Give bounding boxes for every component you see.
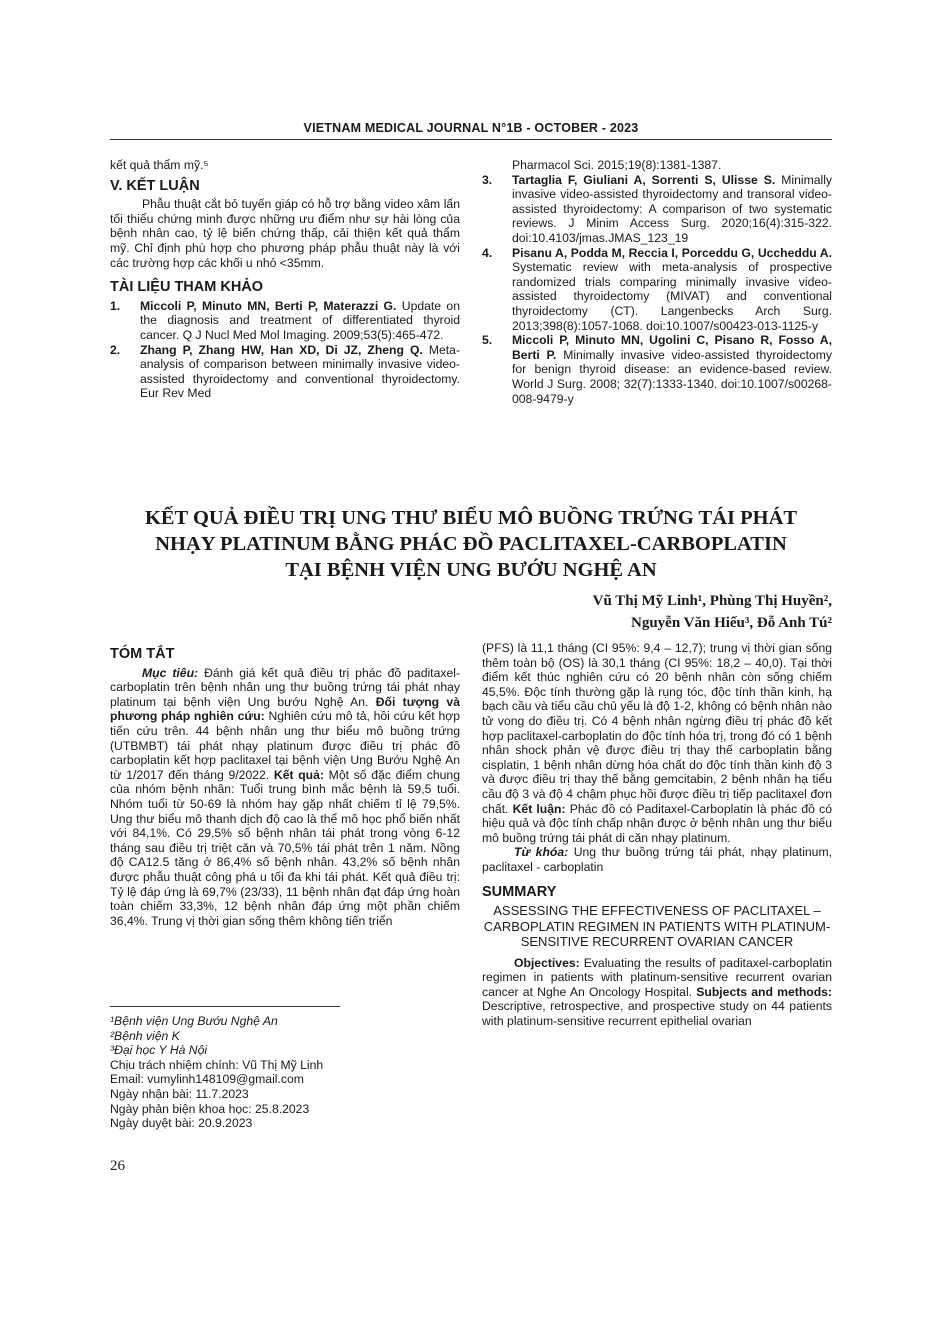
summary-heading: SUMMARY — [482, 883, 557, 900]
date-received: Ngày nhận bài: 11.7.2023 — [110, 1086, 249, 1101]
top-right-column — [482, 158, 832, 406]
results-continued: (PFS) là 11,1 tháng (CI 95%: 9,4 – 12,7); trung vị thời gian sống thêm toàn bộ (OS) là 30,1 tháng (CI 95%: 18,2 – 40,0). Tại thời điểm kết thúc nghiên cứu có 20 bệnh nhân còn sống chiếm 45,5%. Độc tính thường gặp là rụng tóc, độc tính thần kinh, hạ bạch cầu và tiểu cầu chủ yếu là độ 1-2, không có bệnh nhân nào tử vong do điều trị. Có 4 bệnh nhân ngừng điều trị phác đồ kết hợp paclitaxel-carboplatin do độc tính hóa trị, trong đó có 1 bệnh nhân shock phản vệ được điều trị thay thế carboplatin bằng cisplatin, 1 bệnh nhân dừng hóa chất do độc tính thần kinh độ 3 và được điều trị thay thế bằng gemcitabin, 2 bệnh nhân hạ tiểu cầu độ 3 và độ 4 chậm phục hồi được điều trị tiếp paclitaxel đơn chất. — [482, 641, 832, 816]
reference-authors: Miccoli P, Minuto MN, Berti P, Materazzi G. — [140, 298, 397, 313]
conclusion-heading: V. KẾT LUẬN — [110, 177, 200, 194]
reference-number: 5. — [482, 333, 493, 348]
reference-item — [482, 173, 832, 246]
reference-continuation: Pharmacol Sci. 2015;19(8):1381-1387. — [512, 158, 722, 172]
reference-number: 3. — [482, 172, 493, 187]
reference-authors: Tartaglia F, Giuliani A, Sorrenti S, Ulisse S. — [512, 172, 776, 187]
title-line: TẠI BỆNH VIỆN UNG BƯỚU NGHỆ AN — [285, 559, 657, 581]
reference-text: Update on the diagnosis and treatment of differentiated thyroid cancer. Q J Nucl Med Mol Imaging. 2009;53(5):465-472. — [140, 298, 460, 342]
header-rule — [110, 139, 832, 140]
references-heading: TÀI LIỆU THAM KHẢO — [110, 279, 264, 296]
references-list-continued — [482, 173, 832, 407]
reference-authors: Pisanu A, Podda M, Reccia I, Porceddu G, Uccheddu A. — [512, 245, 832, 260]
reference-text: Meta-analysis of comparison between minimally invasive video-assisted thyroidectomy and conventional thyroidectomy. Eur Rev Med — [140, 342, 461, 401]
summary-title: ASSESSING THE EFFECTIVENESS OF PACLITAXEL – CARBOPLATIN REGIMEN IN PATIENTS WITH PLATINUM-SENSITIVE RECURRENT OVARIAN CANCER — [483, 903, 831, 950]
results-label: Kết quả: — [273, 767, 324, 782]
lead-line: kết quả thẩm mỹ.⁵ — [110, 158, 209, 172]
abstract-heading: TÓM TẮT — [110, 646, 175, 662]
footnote-rule — [110, 1006, 340, 1007]
title-line: NHẠY PLATINUM BẰNG PHÁC ĐỒ PACLITAXEL-CARBOPLATIN — [155, 533, 787, 555]
reference-text: Minimally invasive video-assisted thyroidectomy for benign thyroid disease: an evidence-based review. World J Surg. 2008; 32(7):1333-1340. doi:10.1007/s00268-008-9479-y — [512, 347, 832, 406]
abstract-continued — [482, 641, 832, 845]
conclusion-label: Kết luận: — [512, 801, 566, 816]
abstract-body — [110, 666, 460, 929]
authors-line: Nguyễn Văn Hiếu³, Đỗ Anh Tú² — [630, 615, 832, 631]
abstract-conclusion-text: Phác đồ có Paditaxel-Carboplatin là phác đồ có hiệu quả và độc tính chấp nhận được ở bệnh nhân ung thư biểu mô buồng trứng tái phát di căn nhạy platinum. — [482, 801, 833, 845]
reference-authors: Miccoli P, Minuto MN, Ugolini C, Pisano R, Fosso A, Berti P. — [512, 333, 832, 362]
reference-text: Systematic review with meta-analysis of prospective randomized trials comparing minimally invasive video-assisted thyroidectomy (MIVAT) and conventional thyroidectomy (CT). Langenbecks Arch Surg. 2013;398(8):1057-1068. doi:10.1007/s00423-013-1125-y — [512, 260, 832, 333]
reference-number: 2. — [110, 342, 121, 357]
keywords-text: Ung thư buồng trứng tái phát, nhạy platinum, paclitaxel - carboplatin — [482, 845, 832, 874]
abstract-left-column — [110, 641, 460, 928]
results-text: Một số đặc điểm chung của nhóm bệnh nhân: Tuổi trung bình mắc bệnh là 59,5 tuổi. Nhóm tuổi từ 50-69 là nhóm hay gặp nhất chiếm tỉ lệ 79,5%. Ung thư biểu mô thanh dịch độ cao là thể mô học phổ biến nhất với 84,1%. Có 29,5% số bệnh nhân tái phát trong vòng 6-12 tháng sau điều trị triệt căn và 70,5% tái phát trên 1 năm. Nồng độ CA12.5 tăng ở 86,4% số bệnh nhân. 43,2% số bệnh nhân được phẫu thuật công phá u tối đa khi tái phát. Kết quả điều trị: Tỷ lệ đáp ứng là 69,7% (23/33), 11 bệnh nhân đạt đáp ứng hoàn toàn chiếm 33,3%, 12 bệnh nhân đáp ứng một phần chiếm 36,4%. Trung vị thời gian sống thêm không tiến triển — [110, 767, 460, 928]
keywords — [482, 845, 832, 874]
email: Email: vumylinh148109@gmail.com — [110, 1072, 304, 1087]
footnotes — [110, 1014, 460, 1131]
date-reviewed: Ngày phản biện khoa học: 25.8.2023 — [110, 1101, 310, 1116]
objective-label: Mục tiêu: — [142, 665, 199, 680]
affiliation: ¹Bệnh viện Ung Bướu Nghệ An — [110, 1014, 278, 1028]
reference-text: Minimally invasive video-assisted thyroidectomy and transoral video-assisted thyroidectomy: A comparison of two systematic reviews. J Minim Access Surg. 2020;16(4):315-322. doi:10.4103/jmas.JMAS_123_19 — [512, 172, 833, 245]
objective-text: Đánh giá kết quả điều trị phác đồ paditaxel-carboplatin trên bệnh nhân ung thư buồng trứng tái phát nhạy platinum tại bệnh viện Ung bướu Nghệ An. — [110, 665, 460, 709]
journal-header: VIETNAM MEDICAL JOURNAL N°1B - OCTOBER - 2023 — [303, 121, 639, 135]
affiliation: ²Bệnh viện K — [110, 1028, 180, 1043]
reference-authors: Zhang P, Zhang HW, Han XD, Di JZ, Zheng Q. — [140, 342, 423, 357]
conclusion-text: Phẫu thuật cắt bỏ tuyến giáp có hỗ trợ bằng video xâm lấn tối thiểu chứng minh được những ưu điểm như sự hài lòng của bệnh nhân cao, tỷ lệ biến chứng thấp, cải thiện kết quả thẩm mỹ. Chỉ định phù hợp cho phương pháp phẫu thuật này là với các trường hợp các khối u nhỏ <35mm. — [110, 197, 460, 270]
reference-item — [482, 246, 832, 334]
date-accepted: Ngày duyệt bài: 20.9.2023 — [110, 1116, 253, 1131]
corresponding-author: Chịu trách nhiệm chính: Vũ Thị Mỹ Linh — [110, 1057, 324, 1072]
reference-item — [110, 299, 460, 343]
affiliation: ³Đại học Y Hà Nội — [110, 1043, 208, 1058]
keywords-label: Từ khóa: — [514, 845, 569, 860]
top-left-column — [110, 158, 460, 401]
reference-item — [482, 333, 832, 406]
title-line: KẾT QUẢ ĐIỀU TRỊ UNG THƯ BIỂU MÔ BUỒNG TRỨNG TÁI PHÁT — [144, 507, 798, 529]
article-title — [110, 505, 832, 583]
authors-line: Vũ Thị Mỹ Linh¹, Phùng Thị Huyền², — [592, 593, 832, 609]
subjects-label: Subjects and methods: — [696, 984, 832, 999]
reference-number: 4. — [482, 245, 493, 260]
methods-label: Đối tượng và phương pháp nghiên cứu: — [110, 694, 460, 724]
objectives-text: Evaluating the results of paditaxel-carboplatin regimen in patients with platinum-sensitive recurrent ovarian cancer at Nghe An Oncology Hospital. — [482, 955, 832, 999]
page-number: 26 — [110, 1158, 125, 1174]
reference-number: 1. — [110, 298, 121, 313]
abstract-right-column — [482, 641, 832, 1029]
subjects-text: Descriptive, retrospective, and prospective study on 44 patients with platinum-sensitive recurrent epithelial ovarian — [482, 999, 832, 1028]
methods-text: Nghiên cứu mô tả, hồi cứu kết hợp tiến cứu trên. 44 bệnh nhân ung thư biểu mô buồng trứng (UTBMBT) tái phát nhạy platinum được điều trị phác đồ carboplatin kết hợp paclitaxel tại bệnh viện Ung Bướu Nghệ An từ 1/2017 đến tháng 9/2022. — [110, 709, 460, 782]
references-list — [110, 299, 460, 401]
summary-body — [482, 956, 832, 1029]
reference-item — [110, 343, 460, 401]
objectives-label: Objectives: — [514, 955, 580, 970]
article-authors — [432, 590, 832, 634]
